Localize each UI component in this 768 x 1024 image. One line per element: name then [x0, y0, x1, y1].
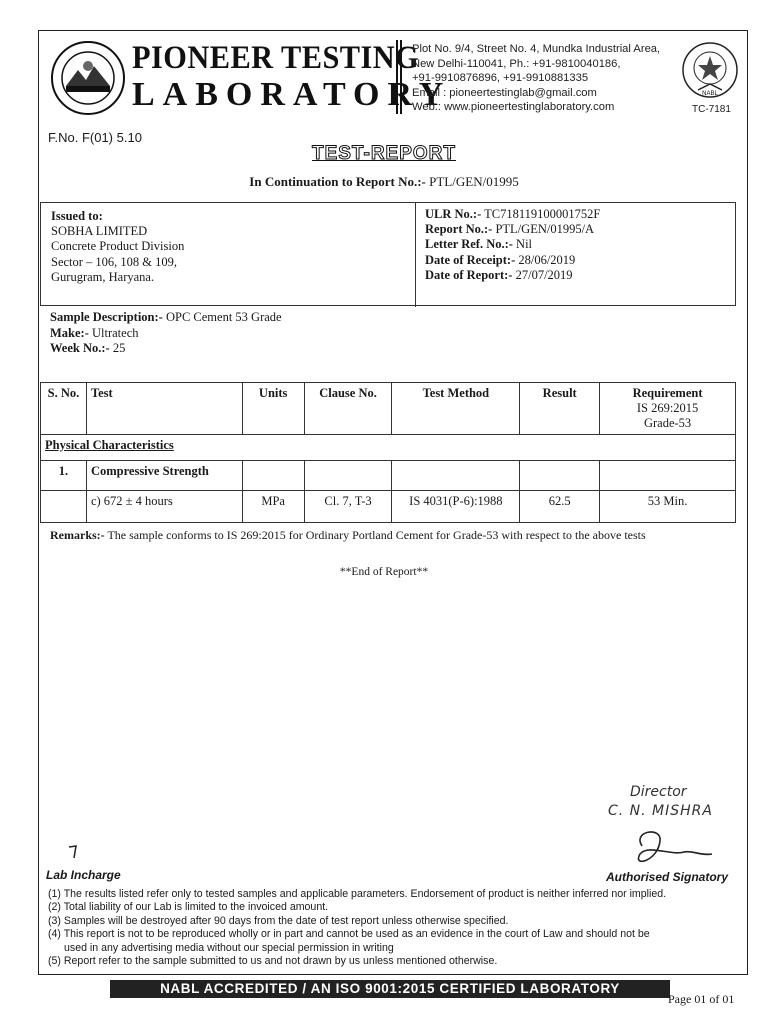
group-number: 1.	[41, 461, 87, 491]
authorised-signatory-label: Authorised Signatory	[606, 870, 729, 884]
address-line: New Delhi-110041, Ph.: +91-9810040186,	[412, 57, 621, 70]
report-number: Report No.:- PTL/GEN/01995/A	[425, 222, 595, 237]
address-line: Plot No. 9/4, Street No. 4, Mundka Industrial Area,	[412, 43, 661, 55]
header-clause: Clause No.	[304, 383, 392, 435]
nabl-seal-label: NABL	[702, 91, 718, 97]
issued-to-block	[51, 209, 184, 285]
ulr-number: ULR No.:- TC718119100001752F	[425, 207, 601, 221]
date-of-report: Date of Report:- 27/07/2019	[425, 267, 573, 282]
header-divider	[400, 40, 402, 114]
file-number: F.No. F(01) 5.10	[48, 130, 142, 145]
box-divider	[415, 203, 416, 307]
lab-incharge-signature-mark	[66, 842, 86, 862]
header-units: Units	[242, 383, 304, 435]
cell-units: MPa	[242, 491, 304, 523]
nabl-seal-icon	[680, 40, 740, 100]
cell-test: c) 672 ± 4 hours	[86, 491, 242, 523]
issued-to-line: Concrete Product Division	[51, 239, 185, 254]
header-result: Result	[520, 383, 600, 435]
page-number: Page 01 of 01	[668, 992, 735, 1006]
issued-to-label: Issued to:	[51, 209, 103, 223]
date-of-receipt: Date of Receipt:- 28/06/2019	[425, 252, 576, 267]
issued-to-line: SOBHA LIMITED	[51, 224, 148, 239]
director-title: Director	[630, 784, 687, 800]
header-sno: S. No.	[41, 383, 87, 435]
table-header-row	[41, 383, 736, 435]
nabl-cert-number: TC-7181	[692, 104, 731, 115]
continuation-line	[0, 174, 768, 190]
note-item: (3) Samples will be destroyed after 90 days from the date of test report unless otherwise specified.	[48, 914, 509, 927]
issued-to-box	[40, 202, 736, 306]
letter-ref: Letter Ref. No.:- Nil	[425, 237, 533, 252]
note-item: (4) This report is not to be reproduced wholly or in part and cannot be used as an evidence in the court of Law and should not be	[48, 928, 650, 941]
end-of-report: **End of Report**	[339, 566, 429, 578]
results-table	[40, 382, 736, 523]
phone-line: +91-9910876896, +91-9910881335	[412, 72, 589, 85]
lab-seal-logo	[50, 40, 126, 116]
cell-result: 62.5	[520, 491, 600, 523]
note-item: (1) The results listed refer only to tested samples and applicable parameters. Endorsement of product is neither inferred nor implied.	[48, 888, 667, 900]
website-line: Web.: www.pioneertestinglaboratory.com	[412, 101, 615, 114]
brand-name-line2: LABORATORY	[132, 76, 452, 113]
cell-requirement: 53 Min.	[600, 491, 736, 523]
report-title: TEST-REPORT	[311, 143, 456, 164]
header-test: Test	[86, 383, 242, 435]
note-item-continued: used in any advertising media without our special permission in writing	[64, 941, 394, 954]
cell-clause: Cl. 7, T-3	[304, 491, 392, 523]
authorised-signature-mark	[612, 826, 722, 876]
accreditation-banner: NABL ACCREDITED / AN ISO 9001:2015 CERTIFIED LABORATORY	[110, 980, 670, 998]
terms-notes	[48, 888, 738, 968]
section-physical: Physical Characteristics	[41, 435, 736, 461]
group-row	[41, 461, 736, 491]
note-item: (5) Report refer to the sample submitted to us and not drawn by us unless mentioned otherwise.	[48, 955, 498, 968]
director-name: C. N. MISHRA	[608, 803, 713, 819]
lab-incharge-label: Lab Incharge	[46, 868, 121, 882]
brand-name-line1: PIONEER TESTING	[132, 40, 420, 76]
issued-to-line: Sector – 106, 108 & 109,	[51, 254, 178, 269]
contact-block	[412, 42, 660, 115]
header-method: Test Method	[392, 383, 520, 435]
note-item: (2) Total liability of our Lab is limited to the invoiced amount.	[48, 901, 329, 914]
report-meta-block	[425, 207, 600, 283]
remarks	[50, 528, 646, 543]
continuation-value: PTL/GEN/01995	[429, 174, 519, 189]
continuation-label: In Continuation to Report No.:-	[249, 174, 426, 189]
email-line: Email : pioneertestinglab@gmail.com	[412, 86, 597, 99]
remarks-label: Remarks:-	[50, 528, 105, 542]
header-divider	[396, 40, 398, 114]
issued-to-line: Gurugram, Haryana.	[51, 269, 155, 284]
header-requirement: Requirement IS 269:2015 Grade-53	[600, 383, 736, 435]
section-row	[41, 435, 736, 461]
sample-info	[50, 310, 282, 357]
cell-method: IS 4031(P-6):1988	[392, 491, 520, 523]
sample-make: Make:- Ultratech	[50, 325, 139, 340]
group-name: Compressive Strength	[86, 461, 242, 491]
sample-description: Sample Description:- OPC Cement 53 Grade	[50, 310, 282, 324]
table-row	[41, 491, 736, 523]
remarks-text: The sample conforms to IS 269:2015 for Ordinary Portland Cement for Grade-53 with respect to the above tests	[107, 528, 646, 542]
sample-week: Week No.:- 25	[50, 341, 126, 356]
